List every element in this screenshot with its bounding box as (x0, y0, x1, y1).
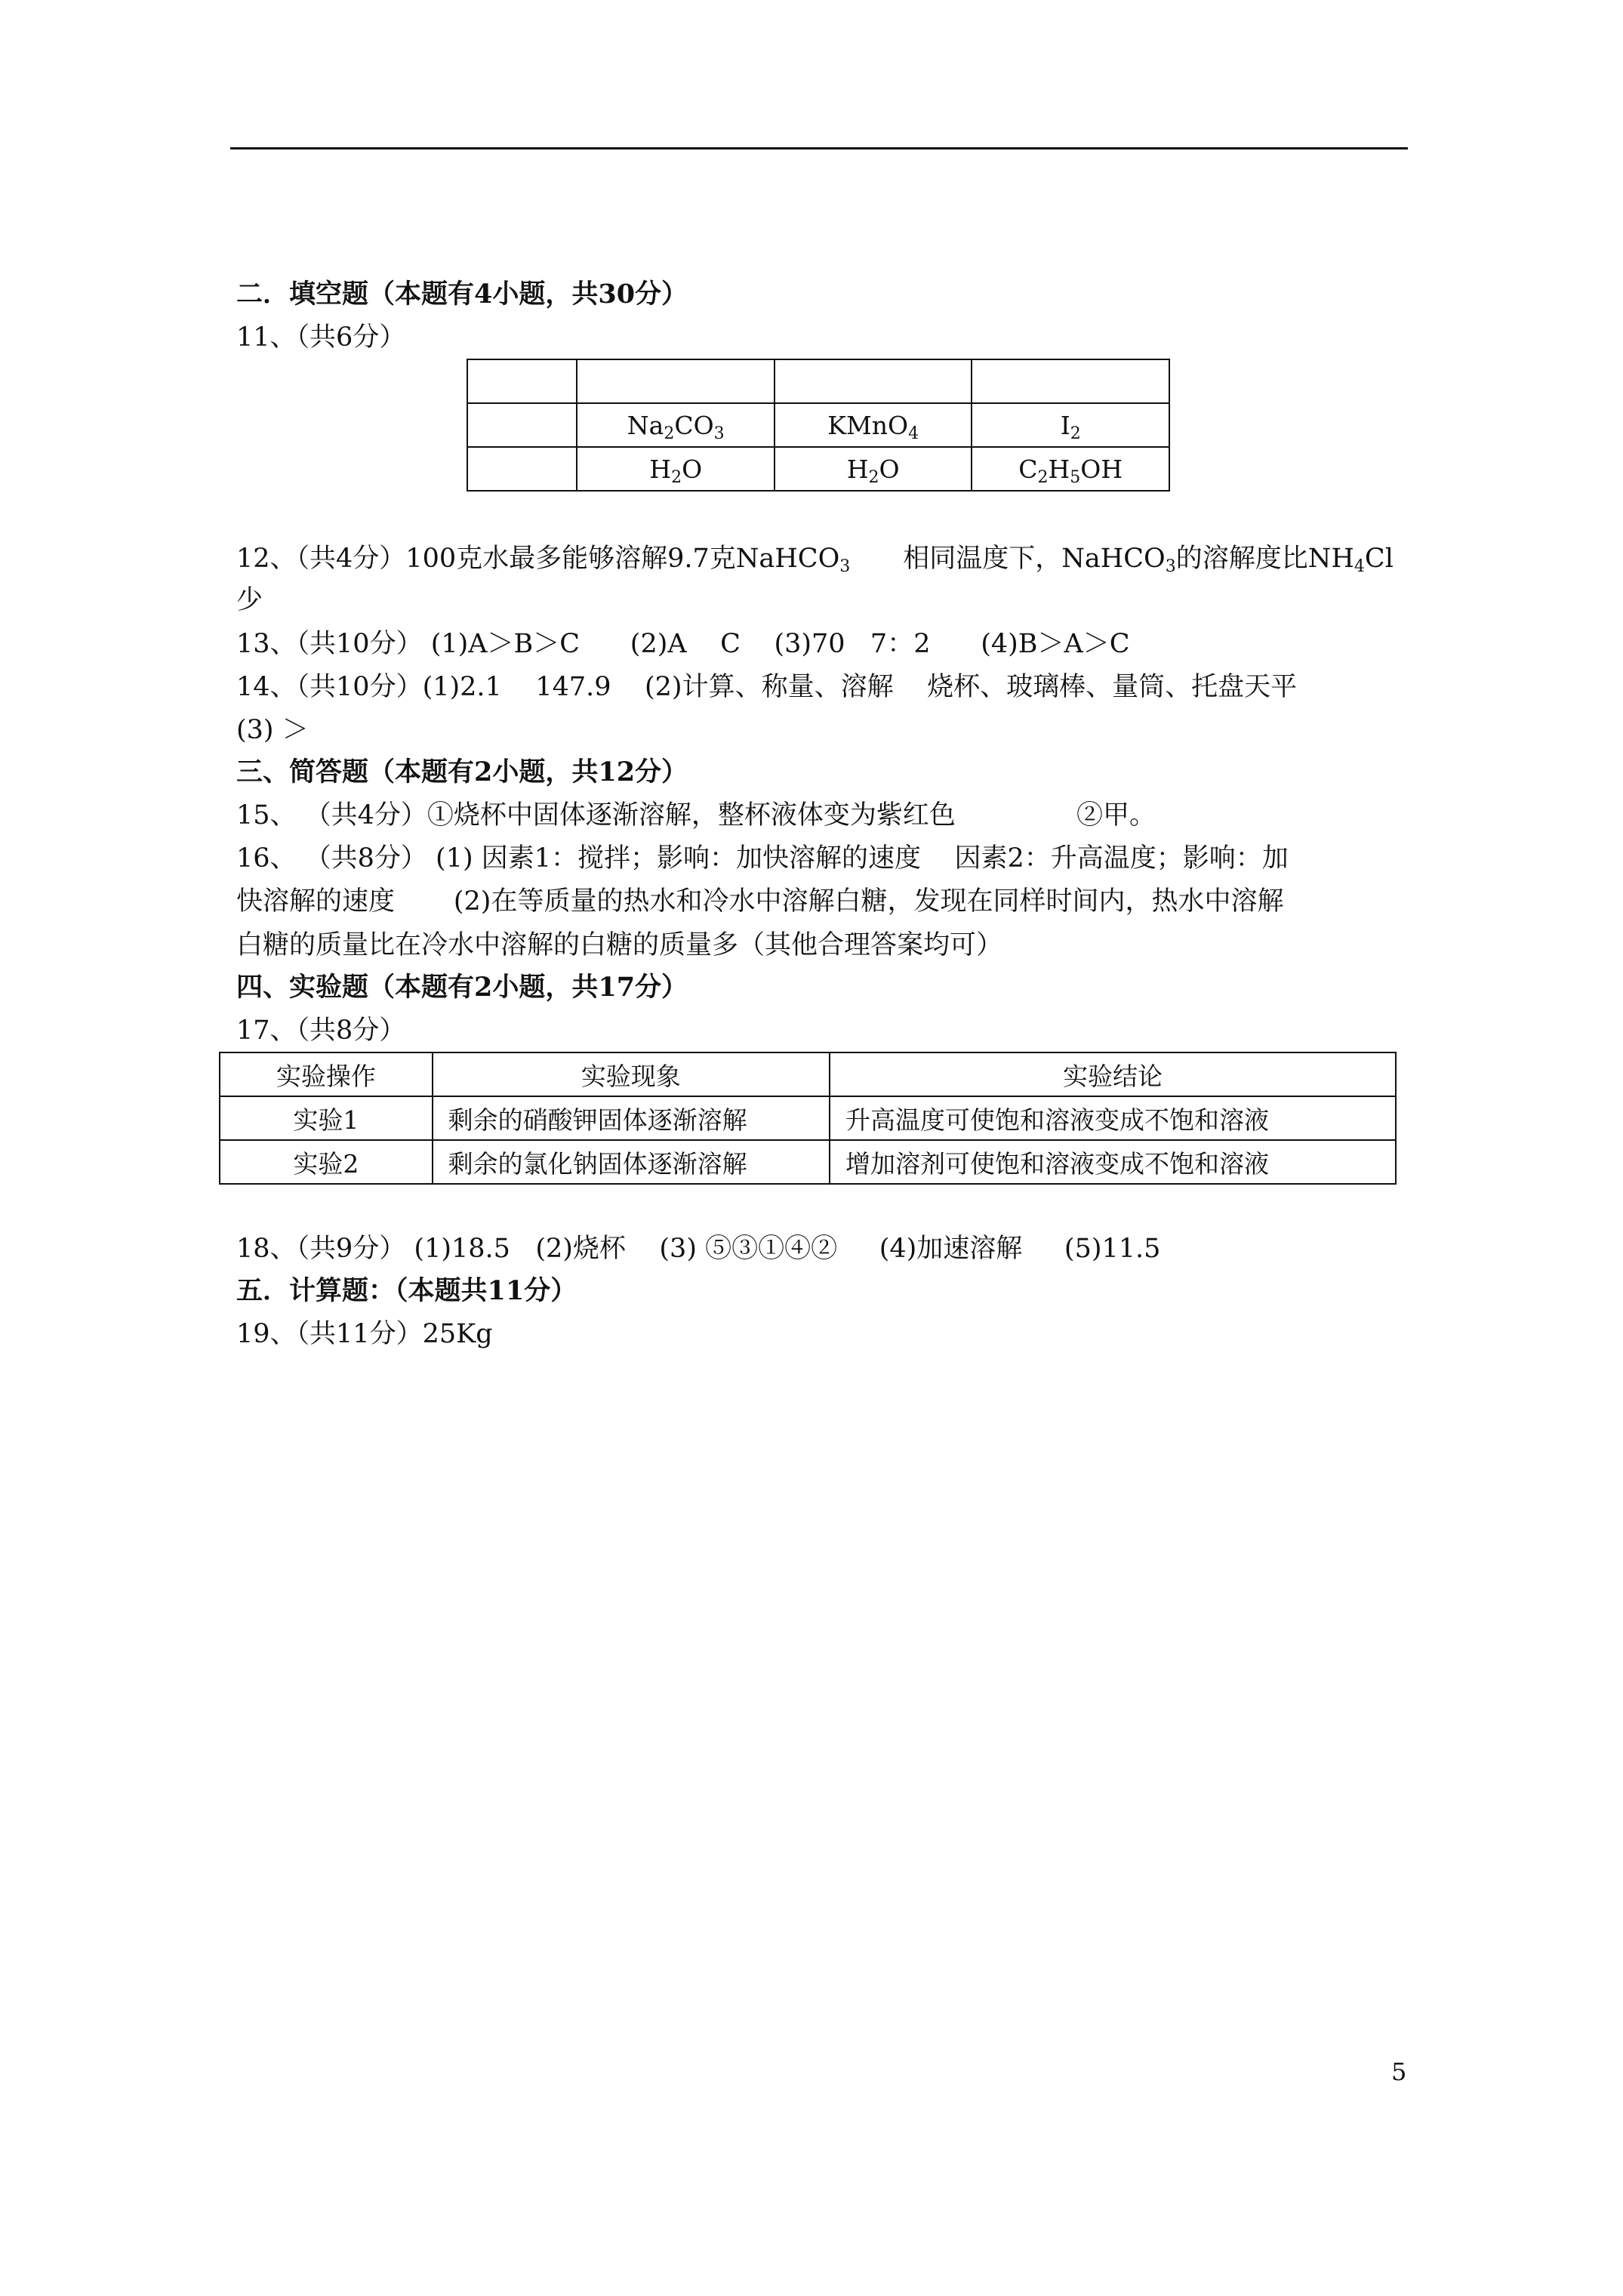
formula-c2h5oh: $C_2H_5OH$ (972, 447, 1169, 491)
table-cell: 升高温度可使饱和溶液变成不饱和溶液 (830, 1096, 1396, 1140)
q12-line-1: 12、（共4分）100克水最多能够溶解9.7克NaHCO$_3$ 相同温度下，NaHCO$_3$的溶解度比$NH_4Cl$ (236, 544, 1394, 576)
q18-answer: 18、（共9分） (1)18.5 (2)烧杯 (3) ⑤③①④② (4)加速溶解 (5)11.5 (236, 1234, 1161, 1264)
q17-table (219, 1052, 1397, 1185)
formula-na2co3: $Na_2CO_3$ (577, 403, 775, 447)
formula-kmno4: KMnO$_4$ (775, 403, 972, 447)
q11-row-2 (467, 403, 1169, 447)
table-cell: 剩余的氯化钠固体逐渐溶解 (433, 1140, 830, 1184)
section-2-heading: 二．填空题（本题有4小题，共30分） (236, 279, 688, 310)
section-5-heading: 五．计算题：（本题共11分） (236, 1275, 577, 1306)
formula-i2: $I_2$ (972, 403, 1169, 447)
q13-answer: 13、（共10分） (1)A＞B＞C (2)A C (3)70 7：2 (4)B＞A＞C (236, 629, 1130, 659)
table-cell: 剩余的硝酸钾固体逐渐溶解 (433, 1096, 830, 1140)
section-3-heading: 三、简答题（本题有2小题，共12分） (236, 757, 688, 787)
q15-answer: 15、 （共4分）①烧杯中固体逐渐溶解，整杯液体变为紫红色 ②甲。 (236, 800, 1156, 831)
q11-table (467, 359, 1170, 492)
q12-line-2: 少 (236, 585, 263, 615)
q11-cell (467, 447, 577, 491)
table-cell: 实验2 (220, 1140, 433, 1184)
formula-h2o: $H_2O$ (577, 447, 775, 491)
page-number: 5 (1391, 2057, 1407, 2086)
table-row (220, 1096, 1396, 1140)
table-row (220, 1140, 1396, 1184)
column-header: 实验现象 (433, 1052, 830, 1096)
q16-line-1: 16、 （共8分） (1) 因素1：搅拌；影响：加快溶解的速度 因素2：升高温度；影响：加 (236, 843, 1289, 874)
q17-header-row (220, 1052, 1396, 1096)
q16-line-3: 白糖的质量比在冷水中溶解的白糖的质量多（其他合理答案均可） (236, 930, 1003, 960)
q11-row-3 (467, 447, 1169, 491)
q16-line-2: 快溶解的速度 (2)在等质量的热水和冷水中溶解白糖，发现在同样时间内，热水中溶解 (236, 886, 1284, 917)
header-rule (230, 147, 1408, 149)
column-header: 实验操作 (220, 1052, 433, 1096)
q14-line-1: 14、（共10分）(1)2.1 147.9 (2)计算、称量、溶解 烧杯、玻璃棒、量筒、托盘天平 (236, 672, 1298, 702)
column-header: 实验结论 (830, 1052, 1396, 1096)
q17-label: 17、（共8分） (236, 1015, 406, 1046)
section-4-heading: 四、实验题（本题有2小题，共17分） (236, 972, 688, 1003)
q19-answer: 19、（共11分）25Kg (236, 1319, 493, 1349)
q11-cell (577, 359, 775, 403)
q11-cell (467, 359, 577, 403)
q11-row-1 (467, 359, 1169, 403)
table-cell: 增加溶剂可使饱和溶液变成不饱和溶液 (830, 1140, 1396, 1184)
q11-label: 11、（共6分） (236, 322, 406, 353)
table-cell: 实验1 (220, 1096, 433, 1140)
q11-cell (972, 359, 1169, 403)
q11-cell (467, 403, 577, 447)
formula-h2o: $H_2O$ (775, 447, 972, 491)
q11-cell (775, 359, 972, 403)
q14-line-2: (3) ＞ (236, 715, 309, 745)
